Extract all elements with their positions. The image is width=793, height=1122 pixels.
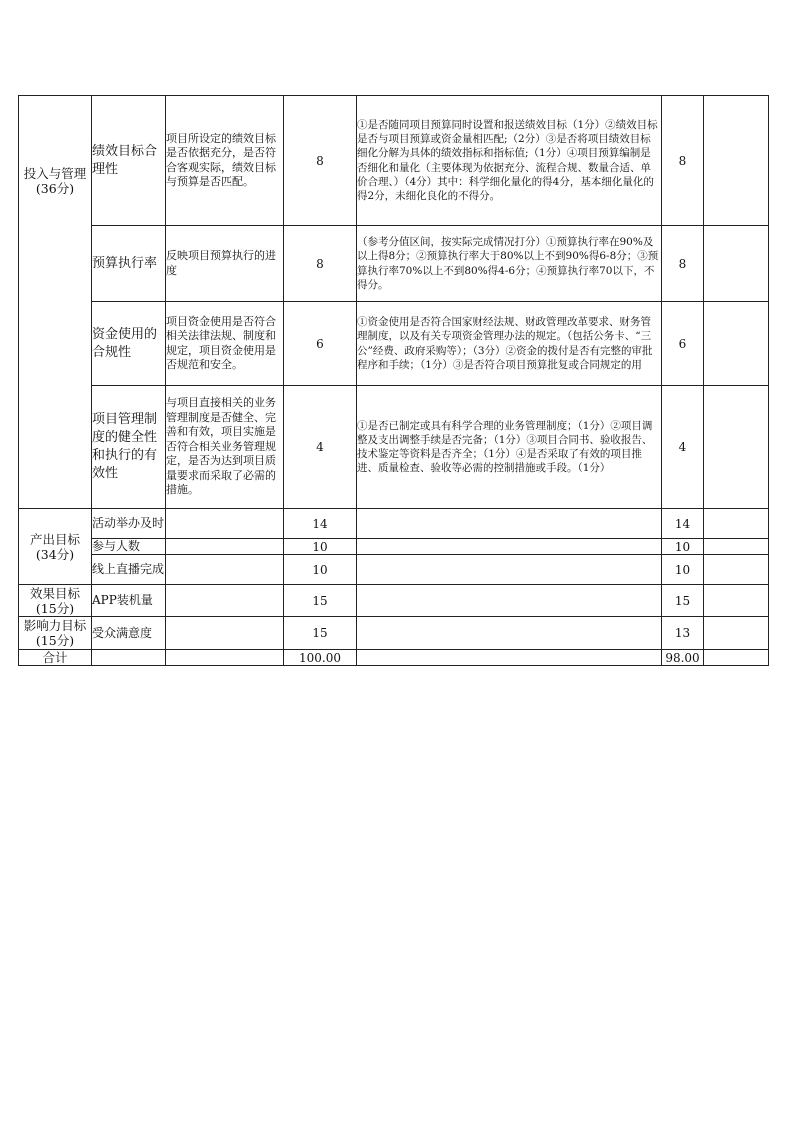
category-label: 产出目标 (34分) bbox=[29, 531, 80, 562]
weight-cell bbox=[284, 539, 357, 555]
remark-cell bbox=[704, 509, 769, 539]
category-label: 投入与管理 (36分) bbox=[23, 166, 87, 196]
score-value: 10 bbox=[674, 539, 691, 554]
remark-cell bbox=[704, 555, 769, 585]
weight-cell bbox=[284, 617, 357, 650]
category-cell bbox=[19, 509, 92, 585]
weight-value: 8 bbox=[316, 256, 324, 271]
remark-cell bbox=[704, 585, 769, 617]
weight-cell bbox=[284, 386, 357, 509]
total-label: 合计 bbox=[42, 650, 68, 665]
description-cell bbox=[166, 650, 284, 666]
criteria-cell bbox=[357, 509, 662, 539]
indicator-cell bbox=[92, 96, 166, 226]
description-cell bbox=[166, 226, 284, 302]
score-cell bbox=[662, 539, 704, 555]
indicator-cell bbox=[92, 617, 166, 650]
indicator-label: 参与人数 bbox=[92, 539, 141, 553]
indicator-cell bbox=[92, 650, 166, 666]
indicator-cell bbox=[92, 386, 166, 509]
indicator-cell bbox=[92, 555, 166, 585]
indicator-cell bbox=[92, 509, 166, 539]
criteria-cell bbox=[357, 555, 662, 585]
weight-value: 8 bbox=[316, 153, 324, 168]
weight-cell bbox=[284, 585, 357, 617]
score-cell bbox=[662, 650, 704, 666]
table-row bbox=[19, 617, 769, 650]
score-cell bbox=[662, 509, 704, 539]
weight-cell bbox=[284, 509, 357, 539]
remark-cell bbox=[704, 539, 769, 555]
score-cell bbox=[662, 226, 704, 302]
score-cell bbox=[662, 96, 704, 226]
table-row bbox=[19, 555, 769, 585]
remark-cell bbox=[704, 96, 769, 226]
table-row bbox=[19, 585, 769, 617]
indicator-label: 资金使用的合规性 bbox=[92, 326, 158, 360]
score-value: 8 bbox=[678, 256, 687, 271]
score-value: 14 bbox=[674, 516, 691, 531]
remark-cell bbox=[704, 386, 769, 509]
table-row bbox=[19, 302, 769, 386]
description-cell bbox=[166, 617, 284, 650]
total-weight: 100.00 bbox=[299, 650, 341, 665]
total-score: 98.00 bbox=[665, 650, 700, 665]
description-cell bbox=[166, 386, 284, 509]
score-value: 4 bbox=[678, 440, 687, 454]
weight-cell bbox=[284, 302, 357, 386]
criteria-text: ①是否随同项目预算同时设置和报送绩效目标（1分）②绩效目标是否与项目预算或资金量相匹配;（2分）③是否将项目绩效目标细化分解为具体的绩效指标和指标值;（1分）④项目预算编制是否细化和量化（主要体现为依据充分、流程合规、数量合适、单价合理、）（4分）其中：科学细化量化的得4分，基本细化量化的得2分，未细化良化的不得分。 bbox=[357, 118, 658, 202]
description-text: 与项目直接相关的业务管理制度是否健全、完善和有效，项目实施是否符合相关业务管理规定，是否为达到项目质量要求而采取了必需的措施。 bbox=[166, 396, 276, 497]
weight-value: 10 bbox=[312, 539, 328, 554]
indicator-label: 线上直播完成 bbox=[92, 562, 165, 576]
category-cell bbox=[19, 617, 92, 650]
description-cell bbox=[166, 96, 284, 226]
indicator-label: 绩效目标合理性 bbox=[92, 143, 158, 177]
table-row bbox=[19, 96, 769, 226]
description-cell bbox=[166, 509, 284, 539]
category-cell bbox=[19, 585, 92, 617]
indicator-label: 受众满意度 bbox=[92, 625, 153, 640]
score-cell bbox=[662, 585, 704, 617]
indicator-label: 预算执行率 bbox=[92, 255, 158, 271]
weight-value: 14 bbox=[312, 516, 328, 531]
score-value: 10 bbox=[674, 562, 691, 577]
description-text: 反映项目预算执行的进度 bbox=[166, 249, 276, 277]
description-text: 项目资金使用是否符合相关法律法规、制度和规定，项目资金使用是否规范和安全。 bbox=[166, 314, 276, 371]
category-label: 效果目标 (15分) bbox=[29, 585, 80, 616]
criteria-cell bbox=[357, 302, 662, 386]
indicator-label: APP装机量 bbox=[92, 593, 153, 607]
indicator-label: 活动举办及时 bbox=[92, 516, 165, 530]
description-cell bbox=[166, 539, 284, 555]
weight-value: 10 bbox=[312, 562, 328, 577]
category-label: 影响力目标 (15分) bbox=[23, 618, 87, 648]
criteria-cell bbox=[357, 96, 662, 226]
category-cell bbox=[19, 96, 92, 509]
score-cell bbox=[662, 386, 704, 509]
weight-value: 6 bbox=[316, 336, 324, 351]
description-cell bbox=[166, 585, 284, 617]
remark-cell bbox=[704, 650, 769, 666]
indicator-cell bbox=[92, 539, 166, 555]
criteria-cell bbox=[357, 386, 662, 509]
table-row bbox=[19, 539, 769, 555]
description-cell bbox=[166, 302, 284, 386]
total-label-cell bbox=[19, 650, 92, 666]
score-value: 15 bbox=[674, 593, 691, 608]
evaluation-table bbox=[18, 95, 769, 666]
remark-cell bbox=[704, 302, 769, 386]
criteria-cell bbox=[357, 650, 662, 666]
criteria-text: ①是否已制定或具有科学合理的业务管理制度；（1分）②项目调整及支出调整手续是否完备；（1分）③项目合同书、验收报告、技术鉴定等资料是否齐全；（1分）④是否采取了有效的项目推进、质量检查、验收等必需的控制措施或手段。（1分） bbox=[357, 419, 653, 475]
table-row bbox=[19, 226, 769, 302]
remark-cell bbox=[704, 226, 769, 302]
criteria-text: （参考分值区间，按实际完成情况打分）①预算执行率在90%及以上得8分；②预算执行率大于80%以上不到90%得6-8分；③预算执行率70%以上不到80%得4-6分；④预算执行率70以下，不得分。 bbox=[357, 236, 659, 291]
table-row bbox=[19, 386, 769, 509]
total-row bbox=[19, 650, 769, 666]
score-cell bbox=[662, 555, 704, 585]
criteria-cell bbox=[357, 539, 662, 555]
score-cell bbox=[662, 617, 704, 650]
remark-cell bbox=[704, 617, 769, 650]
weight-value: 15 bbox=[312, 626, 328, 640]
weight-cell bbox=[284, 650, 357, 666]
score-cell bbox=[662, 302, 704, 386]
weight-cell bbox=[284, 555, 357, 585]
indicator-cell bbox=[92, 302, 166, 386]
weight-cell bbox=[284, 226, 357, 302]
score-value: 6 bbox=[678, 336, 687, 351]
score-value: 8 bbox=[678, 153, 687, 168]
weight-cell bbox=[284, 96, 357, 226]
indicator-cell bbox=[92, 226, 166, 302]
indicator-cell bbox=[92, 585, 166, 617]
description-cell bbox=[166, 555, 284, 585]
score-value: 13 bbox=[674, 626, 691, 640]
criteria-cell bbox=[357, 585, 662, 617]
indicator-label: 项目管理制度的健全性和执行的有效性 bbox=[92, 412, 158, 481]
criteria-text: ①资金使用是否符合国家财经法规、财政管理改革要求、财务管理制度，以及有关专项资金管理办法的规定。（包括公务卡、“三公”经费、政府采购等）；（3分）②资金的拨付是否有完整的审批程序和手续；（1分）③是否符合项目预算批复或合同规定的用 bbox=[357, 316, 653, 371]
criteria-cell bbox=[357, 617, 662, 650]
description-text: 项目所设定的绩效目标是否依据充分，是否符合客观实际，绩效目标与预算是否匹配。 bbox=[166, 131, 276, 188]
weight-value: 4 bbox=[316, 440, 324, 454]
table-row bbox=[19, 509, 769, 539]
weight-value: 15 bbox=[312, 593, 328, 608]
criteria-cell bbox=[357, 226, 662, 302]
